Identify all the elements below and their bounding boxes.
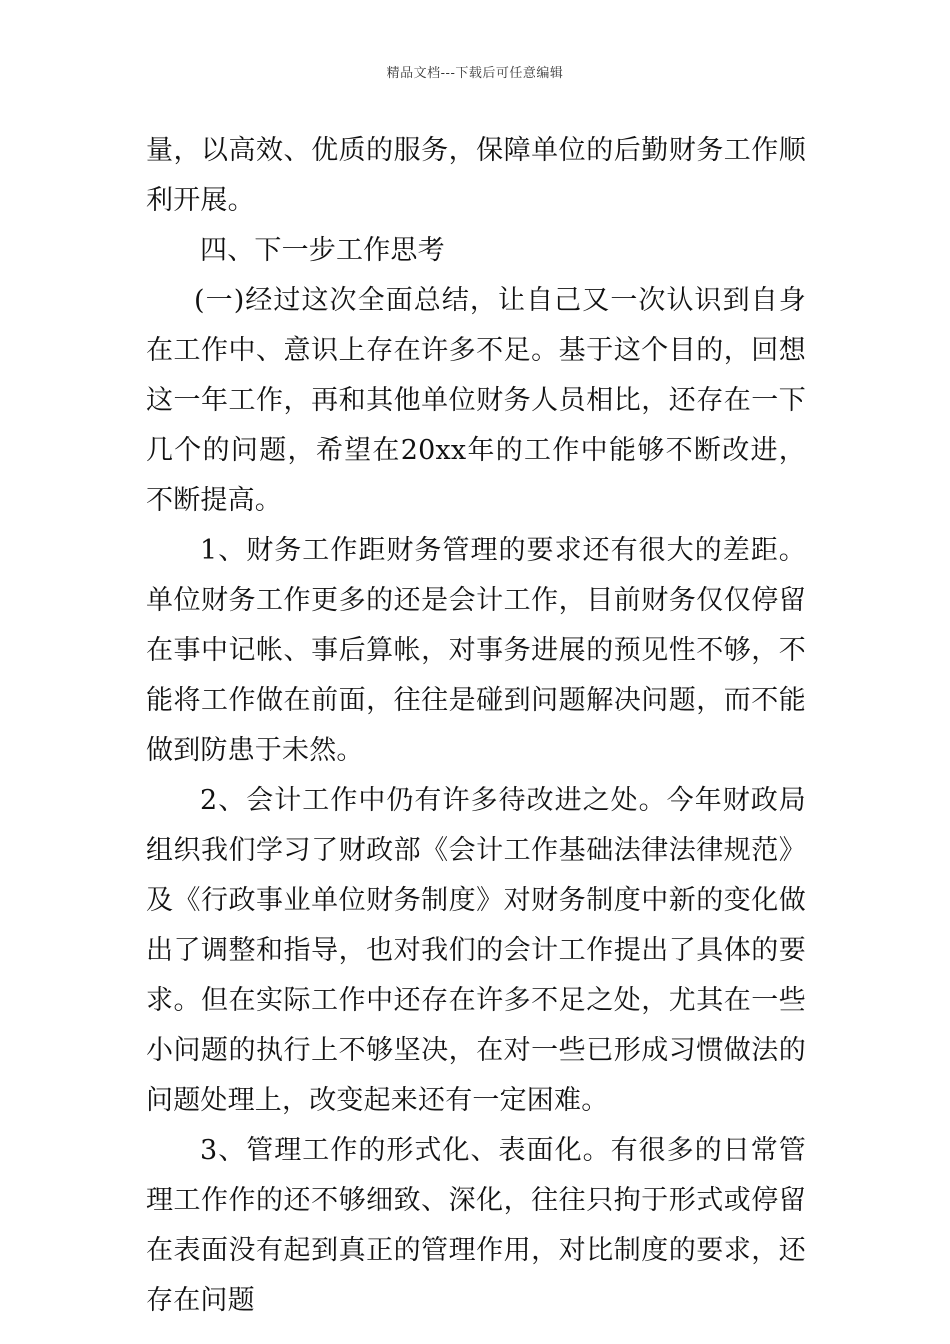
paragraph-item-3: 3、管理工作的形式化、表面化。有很多的日常管理工作作的还不够细致、深化，往往只拘于形式或停留在表面没有起到真正的管理作用，对比制度的要求，还存在问题 bbox=[146, 1135, 806, 1316]
page-header: 精品文档---下载后可任意编辑 bbox=[386, 66, 564, 81]
paragraph-item-2: 2、会计工作中仍有许多待改进之处。今年财政局组织我们学习了财政部《会计工作基础法律法律规范》及《行政事业单位财务制度》对财务制度中新的变化做出了调整和指导，也对我们的会计工作提出了具体的要求。但在实际工作中还存在许多不足之处，尤其在一些小问题的执行上不够坚决，在对一些已形成习惯做法的问题处理上，改变起来还有一定困难。 bbox=[146, 785, 806, 1116]
paragraph-continuation: 量，以高效、优质的服务，保障单位的后勤财务工作顺利开展。 bbox=[146, 135, 806, 216]
paragraph-summary: (一)经过这次全面总结，让自己又一次认识到自身在工作中、意识上存在许多不足。基于这个目的，回想这一年工作，再和其他单位财务人员相比，还存在一下几个的问题，希望在20xx年的工作中能够不断改进，不断提高。 bbox=[146, 285, 806, 516]
document-body bbox=[146, 126, 806, 1326]
section-heading: 四、下一步工作思考 bbox=[200, 235, 445, 266]
paragraph-item-1: 1、财务工作距财务管理的要求还有很大的差距。单位财务工作更多的还是会计工作，目前财务仅仅停留在事中记帐、事后算帐，对事务进展的预见性不够，不能将工作做在前面，往往是碰到问题解决问题，而不能做到防患于未然。 bbox=[146, 535, 806, 766]
